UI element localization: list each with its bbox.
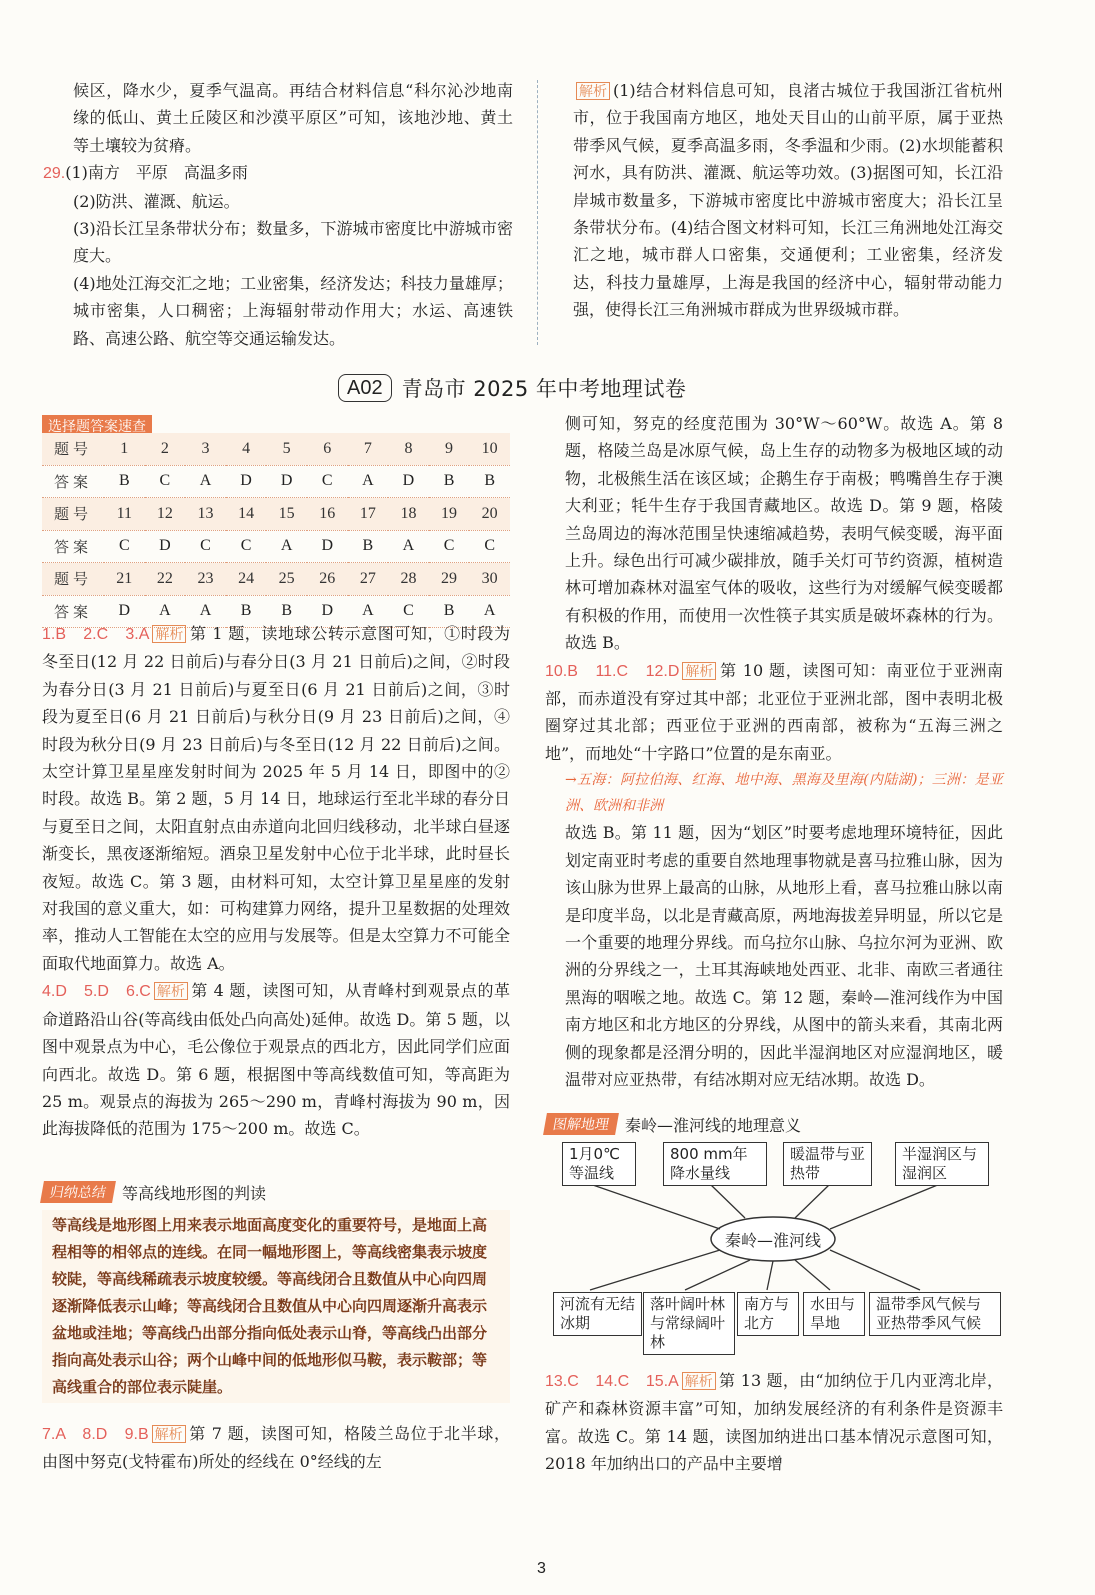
top-right-column <box>573 77 1003 324</box>
row-label: 答案 <box>42 530 104 563</box>
answer-cell: D <box>145 530 186 563</box>
qinling-huaihe-diagram <box>545 1112 1005 1360</box>
question-number-cell: 6 <box>307 433 348 465</box>
answer-cell: B <box>469 465 510 498</box>
answer-cell: B <box>104 465 145 498</box>
answer-cell: C <box>185 530 226 563</box>
question-numbers: 13.C 14.C 15.A <box>545 1373 679 1390</box>
answer-row <box>42 530 510 563</box>
bottom-node: 温带季风气候与亚热带季风气候 <box>869 1292 1001 1336</box>
analysis-tag: 解析 <box>154 982 188 1000</box>
answer-cell: D <box>266 465 307 498</box>
connector-line <box>590 1250 720 1290</box>
analysis-tag: 解析 <box>682 662 716 680</box>
question-numbers: 7.A 8.D 9.B <box>42 1426 149 1443</box>
connector-line <box>767 1261 773 1290</box>
answer-text: (3)沿长江呈条带状分布；数量多，下游城市密度比中游城市密度大。 <box>73 219 513 266</box>
handwritten-note: →五海：阿拉伯海、红海、地中海、黑海及里海(内陆湖)；三洲：是亚洲、欧洲和非洲 <box>565 772 1003 815</box>
paragraph: 候区，降水少，夏季气温高。再结合材料信息“科尔沁沙地南缘的低山、黄土丘陵区和沙漠平原区”可知，该地沙地、黄土等土壤较为贫瘠。 <box>73 81 513 155</box>
question-number-cell: 12 <box>145 498 186 531</box>
question-row <box>42 433 510 465</box>
question-numbers: 10.B 11.C 12.D <box>545 662 680 680</box>
bottom-node: 落叶阔叶林与常绿阔叶林 <box>643 1292 735 1355</box>
analysis-text: 第 7 题，读图可知，格陵兰岛位于北半球，由图中努克(戈特霍布)所处的经线在 0°经线的左 <box>42 1424 510 1472</box>
question-number-cell: 2 <box>145 433 186 465</box>
question-number-cell: 22 <box>145 563 186 596</box>
analysis-text: 第 10 题，读图可知：南亚位于亚洲南部，而赤道没有穿过其中部；北亚位于亚洲北部，图中表明北极圈穿过其北部；西亚位于亚洲的西南部，被称为“五海三洲之地”，而地处“十字路口”位置的是东南亚。 <box>545 660 1003 763</box>
top-left-column <box>43 77 513 352</box>
row-label: 答案 <box>42 595 104 628</box>
answer-table-header: 选择题答案速查 <box>42 415 152 437</box>
bottom-node: 南方与北方 <box>737 1292 799 1336</box>
answer-cell: C <box>104 530 145 563</box>
answer-text: (2)防洪、灌溉、航运。 <box>73 191 240 211</box>
answer-cell: A <box>145 595 186 628</box>
answer-cell: B <box>226 595 267 628</box>
question-row <box>42 498 510 531</box>
connector-line <box>590 1184 720 1229</box>
question-number-cell: 29 <box>429 563 470 596</box>
row-label: 题号 <box>42 563 104 596</box>
answer-cell: B <box>348 530 389 563</box>
answer-row <box>42 465 510 498</box>
summary-title: 等高线地形图的判读 <box>122 1183 267 1203</box>
column-divider <box>537 80 538 345</box>
question-number-cell: 23 <box>185 563 226 596</box>
answer-cell: D <box>104 595 145 628</box>
answer-cell: A <box>185 465 226 498</box>
answer-cell: D <box>307 530 348 563</box>
analysis-tag: 解析 <box>152 625 186 643</box>
question-number-cell: 5 <box>266 433 307 465</box>
bottom-node: 水田与旱地 <box>803 1292 865 1336</box>
question-number-cell: 1 <box>104 433 145 465</box>
question-number-cell: 18 <box>388 498 429 531</box>
bottom-node: 河流有无结冰期 <box>553 1292 642 1336</box>
connector-line <box>830 1250 920 1290</box>
connector-line <box>710 1184 745 1218</box>
question-number: 29. <box>43 165 66 183</box>
answer-cell: A <box>185 595 226 628</box>
row-label: 题号 <box>42 498 104 531</box>
question-numbers: 1.B 2.C 3.A <box>42 626 150 643</box>
page-number: 3 <box>537 1560 546 1577</box>
answer-cell: A <box>348 595 389 628</box>
question-number-cell: 3 <box>185 433 226 465</box>
question-number-cell: 30 <box>469 563 510 596</box>
left-column <box>42 620 510 1143</box>
answer-cell: B <box>266 595 307 628</box>
paper-title: 青岛市 2025 年中考地理试卷 <box>401 377 687 401</box>
question-number-cell: 21 <box>104 563 145 596</box>
answer-cell: C <box>429 530 470 563</box>
paper-code: A02 <box>338 374 392 402</box>
question-number-cell: 8 <box>388 433 429 465</box>
right-column <box>545 410 1003 1093</box>
question-number-cell: 10 <box>469 433 510 465</box>
analysis-tag: 解析 <box>576 82 610 100</box>
answer-cell: C <box>469 530 510 563</box>
answer-cell: C <box>307 465 348 498</box>
answer-text: (1)南方 平原 高温多雨 <box>65 163 248 183</box>
analysis-text: 第 13 题，由“加纳位于几内亚湾北岸，矿产和森林资源丰富”可知，加纳发展经济的有利条件是资源丰富。故选 C。第 14 题，读图加纳进出口基本情况示意图可知，2018 年加纳出口的产品中主要增 <box>545 1371 1003 1474</box>
connector-line <box>795 1184 830 1218</box>
top-node: 1月0℃等温线 <box>562 1142 636 1186</box>
row-label: 题号 <box>42 433 104 465</box>
row-label: 答案 <box>42 465 104 498</box>
analysis-tag: 解析 <box>682 1372 716 1390</box>
question-number-cell: 9 <box>429 433 470 465</box>
answer-text: (4)地处江海交汇之地；工业密集，经济发达；科技力量雄厚；城市密集，人口稠密；上海辐射带动作用大；水运、高速铁路、高速公路、航空等交通运输发达。 <box>73 273 513 348</box>
answer-cell: A <box>469 595 510 628</box>
question-number-cell: 13 <box>185 498 226 531</box>
answer-cell: A <box>388 530 429 563</box>
answer-cell: D <box>307 595 348 628</box>
question-numbers: 4.D 5.D 6.C <box>42 983 151 1001</box>
analysis-text: 第 1 题，读地球公转示意图可知，①时段为冬至日(12 月 22 日前后)与春分日(3 月 21 日前后)之间，②时段为春分日(3 月 21 日前后)与夏至日(6 月 21 日前后)之间，③时段为夏至日(6 月 21 日前后)与秋分日(9 月 23 日前后)之间，④时段为秋分日(9 月 23 日前后)与冬至日(12 月 22 日前后)之间。太空计算卫星星座发射时间为 2025 年 5 月 14 日，即图中的②时段。故选 B。第 2 题，5 月 14 日，地球运行至北半球的春分日与夏至日之间，太阳直射点由赤道向北回归线移动，北半球白昼逐渐变长，黑夜逐渐缩短。酒泉卫星发射中心位于北半球，此时昼长夜短。故选 C。第 3 题，由材料可知，太空计算卫星星座的发射对我国的意义重大，如：可构建算力网络，提升卫星数据的处理效率，推动人工智能在太空的应用与发展等。但是太空算力不可能全面取代地面算力。故选 A。 <box>42 624 510 973</box>
top-node: 暖温带与亚热带 <box>783 1142 872 1186</box>
question-number-cell: 17 <box>348 498 389 531</box>
answer-cell: D <box>388 465 429 498</box>
question-number-cell: 14 <box>226 498 267 531</box>
diagram-label: 图解地理 <box>543 1113 619 1135</box>
answer-cell: A <box>348 465 389 498</box>
answer-cell: C <box>145 465 186 498</box>
left-column-bottom <box>42 1420 510 1476</box>
right-column-bottom <box>545 1367 1003 1478</box>
question-number-cell: 24 <box>226 563 267 596</box>
analysis-text: 侧可知，努克的经度范围为 30°W～60°W。故选 A。第 8 题，格陵兰岛是冰原气候，岛上生存的动物多为极地区域的动物，北极熊生活在该区域；企鹅生存于南极；鸭嘴兽生存于澳大利亚；牦牛生存于我国青藏地区。故选 D。第 9 题，格陵兰岛周边的海冰范围呈快速缩减趋势，表明气候变暖，海平面上升。绿色出行可减少碳排放，随手关灯可节约资源，植树造林可增加森林对温室气体的吸收，这些行为对缓解气候变暖都有积极的作用，而使用一次性筷子其实质是破坏森林的行为。故选 B。 <box>565 414 1003 653</box>
answer-cell: A <box>266 530 307 563</box>
answer-table <box>42 433 510 628</box>
answer-cell: B <box>429 465 470 498</box>
answer-cell: C <box>226 530 267 563</box>
summary-label: 归纳总结 <box>40 1181 116 1203</box>
question-number-cell: 16 <box>307 498 348 531</box>
question-number-cell: 4 <box>226 433 267 465</box>
question-number-cell: 28 <box>388 563 429 596</box>
analysis-text: (1)结合材料信息可知，良渚古城位于我国浙江省杭州市，位于我国南方地区，地处天目山的山前平原，属于亚热带季风气候，夏季高温多雨，冬季温和少雨。(2)水坝能蓄积河水，具有防洪、灌溉、航运等功效。(3)据图可知，长江沿岸城市数量多，下游城市密度比中游城市密度大；沿长江呈条带状分布。(4)结合图文材料可知，长江三角洲地处江海交汇之地，城市群人口密集，交通便利；工业密集，经济发达，科技力量雄厚，上海是我国的经济中心，辐射带动能力强，使得长江三角洲城市群成为世界级城市群。 <box>573 81 1003 320</box>
center-label: 秦岭—淮河线 <box>724 1231 821 1250</box>
question-number-cell: 20 <box>469 498 510 531</box>
answer-cell: C <box>388 595 429 628</box>
analysis-text: 故选 B。第 11 题，因为“划区”时要考虑地理环境特征，因此划定南亚时考虑的重要自然地理事物就是喜马拉雅山脉，因为该山脉为世界上最高的山脉，从地形上看，喜马拉雅山脉以南是印度半岛，以北是青藏高原，两地海拔差异明显，所以它是一个重要的地理分界线。而乌拉尔山脉、乌拉尔河为亚洲、欧洲的分界线之一，土耳其海峡地处西亚、北非、南欧三者通往黑海的咽喉之地。故选 C。第 12 题，秦岭—淮河线作为中国南方地区和北方地区的分界线，从图中的箭头来看，其南北两侧的现象都是泾渭分明的，因此半湿润地区对应湿润地区，暖温带对应亚热带，有结冰期对应无结冰期。故选 D。 <box>565 823 1003 1089</box>
question-number-cell: 26 <box>307 563 348 596</box>
question-number-cell: 27 <box>348 563 389 596</box>
diagram-title: 秦岭—淮河线的地理意义 <box>625 1115 802 1135</box>
summary-text: 等高线是地形图上用来表示地面高度变化的重要符号，是地面上高程相等的相邻点的连线。在同一幅地形图上，等高线密集表示坡度较陡，等高线稀疏表示坡度较缓。等高线闭合且数值从中心向四周逐渐降低表示山峰；等高线闭合且数值从中心向四周逐渐升高表示盆地或洼地；等高线凸出部分指向低处表示山脊，等高线凸出部分指向高处表示山谷；两个山峰中间的低地形似马鞍，表示鞍部；等高线重合的部位表示陡崖。 <box>42 1210 510 1403</box>
connector-line <box>685 1260 750 1290</box>
connector-line <box>795 1260 830 1290</box>
answer-cell: B <box>429 595 470 628</box>
answer-cell: D <box>226 465 267 498</box>
analysis-tag: 解析 <box>152 1425 186 1443</box>
summary-box <box>42 1180 510 1403</box>
top-node: 800 mm年降水量线 <box>663 1142 767 1186</box>
question-number-cell: 19 <box>429 498 470 531</box>
question-number-cell: 15 <box>266 498 307 531</box>
question-number-cell: 7 <box>348 433 389 465</box>
question-number-cell: 25 <box>266 563 307 596</box>
section-title <box>338 373 686 403</box>
analysis-text: 第 4 题，读图可知，从青峰村到观景点的革命道路沿山谷(等高线由低处凸向高处)延伸。故选 D。第 5 题，以图中观景点为中心，毛公像位于观景点的西北方，因此同学们应面向西北。故选 D。第 6 题，根据图中等高线数值可知，等高距为 25 m。观景点的海拔为 265～290 m，青峰村海拔为 90 m，因此海拔降低的范围为 175～200 m。故选 C。 <box>42 981 510 1139</box>
top-node: 半湿润区与湿润区 <box>895 1142 989 1186</box>
connector-line <box>830 1184 940 1229</box>
question-row <box>42 563 510 596</box>
question-number-cell: 11 <box>104 498 145 531</box>
